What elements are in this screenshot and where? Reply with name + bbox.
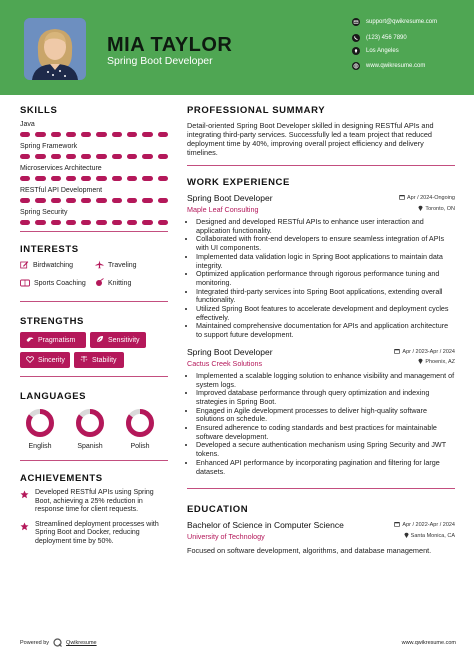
achievement-item [20, 489, 168, 515]
phone-icon [352, 34, 360, 42]
rating-dot [142, 220, 152, 225]
rating-dot [127, 132, 137, 137]
location-pin-icon [418, 358, 423, 366]
job-entry [187, 347, 455, 476]
rating-dot [127, 176, 137, 181]
rating-dot [35, 176, 45, 181]
strengths-heading: STRENGTHS [20, 316, 84, 327]
language-gauge [125, 408, 155, 438]
rating-dot [66, 176, 76, 181]
powered-by-label: Powered by [20, 640, 50, 646]
divider [187, 488, 455, 489]
contact-location [352, 47, 399, 55]
interests-list [20, 260, 168, 289]
strength-tag [74, 352, 124, 368]
interest-item [95, 278, 165, 289]
contact-phone[interactable] [352, 34, 407, 42]
contact-email[interactable] [352, 18, 437, 26]
rating-dot [158, 132, 168, 137]
skill-rating [20, 220, 168, 225]
education-location [404, 532, 455, 540]
strength-label: Sensitivity [108, 336, 140, 344]
rating-dot [81, 154, 91, 159]
rating-dot [158, 220, 168, 225]
skill-name: RESTful API Development [20, 187, 103, 194]
duty-item: • Engaged in Agile development processes to deliver high-quality software solutions on schedule. [196, 407, 455, 424]
duty-item: • Enhanced API performance by incorporating pagination and filtering for large datasets. [196, 459, 455, 476]
experience-heading: WORK EXPERIENCE [187, 177, 290, 188]
company-name: Maple Leaf Consulting [187, 205, 259, 214]
rating-dot [35, 220, 45, 225]
rating-dot [96, 220, 106, 225]
duty-item: • Designed and developed RESTful APIs to enhance user interaction and application functionality. [196, 218, 455, 235]
left-column [20, 105, 168, 552]
rating-dot [66, 154, 76, 159]
rating-dot [35, 198, 45, 203]
rating-dot [158, 176, 168, 181]
rating-dot [96, 198, 106, 203]
skill-name: Microservices Architecture [20, 165, 102, 172]
rating-dot [142, 154, 152, 159]
calendar-icon [394, 521, 400, 529]
rating-dot [112, 176, 122, 181]
job-entry [187, 193, 455, 340]
interest-label: Birdwatching [33, 262, 74, 269]
rating-dot [81, 220, 91, 225]
rating-dot [142, 132, 152, 137]
star-badge-icon [20, 490, 29, 515]
summary-heading: PROFESSIONAL SUMMARY [187, 105, 326, 116]
heart-icon [26, 356, 34, 365]
strength-tag [90, 332, 146, 348]
skill-rating [20, 154, 168, 159]
job-location [418, 358, 455, 366]
duty-item: • Ensured adherence to coding standards and best practices for maintainable software development. [196, 424, 455, 441]
rating-dot [158, 198, 168, 203]
language-item [74, 408, 106, 450]
strength-label: Pragmatism [38, 336, 76, 344]
education-location-text: Santa Monica, CA [410, 532, 455, 539]
school-name: University of Technology [187, 532, 265, 542]
profile-photo [24, 18, 86, 80]
strength-label: Stability [92, 356, 117, 364]
rating-dot [20, 198, 30, 203]
job-dates [399, 194, 455, 202]
rating-dot [51, 220, 61, 225]
duties-list [187, 218, 455, 340]
duty-item: • Maintained comprehensive documentation for APIs and application architecture to support future development. [196, 322, 455, 339]
interest-label: Knitting [108, 280, 132, 287]
skill-name: Java [20, 121, 35, 128]
achievement-text: Streamlined deployment processes with Spring Boot and Docker, reducing deployment time by 50%. [35, 520, 159, 545]
rating-dot [142, 198, 152, 203]
education-heading: EDUCATION [187, 504, 249, 516]
rating-dot [112, 198, 122, 203]
rating-dot [51, 154, 61, 159]
globe-icon [352, 62, 360, 70]
location-pin-icon [404, 532, 409, 540]
skill-rating [20, 198, 168, 203]
job-dates [394, 348, 455, 356]
brand-link[interactable]: Qwikresume [66, 640, 97, 646]
location-pin-icon [418, 205, 423, 213]
language-gauge [75, 408, 105, 438]
rating-dot [20, 154, 30, 159]
education-dates [394, 521, 455, 529]
skills-list [20, 121, 168, 225]
rating-dot [51, 132, 61, 137]
contact-location-text: Los Angeles [366, 48, 399, 54]
company-name: Cactus Creek Solutions [187, 358, 263, 368]
rating-dot [96, 132, 106, 137]
strength-tag [20, 332, 86, 348]
language-gauge [25, 408, 55, 438]
email-icon [352, 18, 360, 26]
skill-rating [20, 176, 168, 181]
rating-dot [142, 176, 152, 181]
job-title: Spring Boot Developer [187, 346, 273, 357]
language-name: Polish [130, 443, 150, 450]
interest-label: Sports Coaching [34, 280, 86, 287]
rating-dot [112, 154, 122, 159]
coach-icon [20, 279, 30, 289]
hand-icon [26, 336, 34, 345]
candidate-name: MIA TAYLOR [107, 34, 233, 56]
strength-label: Sincerity [38, 356, 65, 364]
duty-item: • Collaborated with front-end developers to ensure seamless integration of APIs with UI components. [196, 235, 455, 252]
achievement-item [20, 521, 168, 547]
rating-dot [112, 132, 122, 137]
divider [187, 165, 455, 166]
contact-website[interactable] [352, 62, 425, 70]
skills-heading: SKILLS [20, 105, 58, 116]
job-dates-text: Apr / 2023-Apr / 2024 [402, 348, 455, 355]
knitting-icon [95, 278, 104, 289]
rating-dot [35, 154, 45, 159]
duty-item: • Optimized application performance through rigorous performance tuning and monitoring. [196, 270, 455, 287]
summary-text: Detail-oriented Spring Boot Developer skilled in designing RESTful APIs and integrating third-party services. Successfully led a team project that reduced deployment time by 40%, improving overall project efficiency and delivery timelines. [187, 121, 434, 157]
divider [20, 231, 168, 232]
education-description: Focused on software development, algorithms, and database management. [187, 546, 432, 556]
rating-dot [66, 198, 76, 203]
rating-dot [66, 220, 76, 225]
job-title: Spring Boot Developer [187, 193, 273, 203]
rating-dot [81, 198, 91, 203]
interests-heading: INTERESTS [20, 244, 79, 255]
contact-website-text: www.qwikresume.com [366, 63, 426, 69]
duty-item: • Utilized Spring Boot features to accelerate development and deployment cycles effectively. [196, 305, 455, 322]
skill-name: Spring Security [20, 209, 68, 216]
balance-icon [80, 355, 88, 365]
rating-dot [81, 132, 91, 137]
language-name: English [28, 443, 52, 450]
star-badge-icon [20, 522, 29, 547]
rating-dot [81, 176, 91, 181]
rating-dot [96, 176, 106, 181]
language-name: Spanish [77, 443, 103, 450]
right-column [187, 105, 455, 563]
divider [20, 460, 168, 461]
rating-dot [35, 132, 45, 137]
rating-dot [66, 132, 76, 137]
footer [20, 637, 456, 649]
interest-label: Traveling [108, 262, 137, 269]
rating-dot [96, 154, 106, 159]
duty-item: • Improved database performance through query optimization and indexing strategies in Spring Boot. [196, 389, 455, 406]
education-dates-text: Apr / 2022-Apr / 2024 [402, 522, 455, 529]
languages-heading: LANGUAGES [20, 391, 87, 402]
languages-list [20, 408, 168, 450]
rating-dot [127, 154, 137, 159]
language-item [124, 408, 156, 450]
rating-dot [51, 198, 61, 203]
interest-item [95, 260, 165, 271]
resume-header [0, 0, 474, 95]
rating-dot [158, 154, 168, 159]
duty-item: • Implemented a scalable logging solution to enhance visibility and management of system logs. [196, 372, 455, 389]
degree: Bachelor of Science in Computer Science [187, 520, 344, 531]
strengths-list [20, 332, 168, 368]
interest-item [20, 278, 95, 289]
divider [20, 301, 168, 302]
rating-dot [127, 220, 137, 225]
powered-by [20, 638, 97, 649]
location-icon [352, 47, 360, 55]
rating-dot [20, 132, 30, 137]
skill-rating [20, 132, 168, 137]
language-item [24, 408, 56, 450]
job-location-text: Toronto, ON [425, 205, 455, 212]
pencil-icon [20, 260, 29, 271]
achievement-text: Developed RESTful APIs using Spring Boot, achieving a 25% reduction in response time for client requests. [35, 489, 154, 513]
footer-url[interactable]: www.qwikresume.com [401, 640, 456, 646]
qwikresume-logo-icon [53, 638, 62, 649]
skill-name: Spring Framework [20, 143, 78, 150]
leaf-icon [96, 335, 104, 345]
job-location [418, 205, 455, 213]
calendar-icon [399, 194, 405, 202]
duty-item: • Implemented data validation logic in Spring Boot applications to maintain data integrity. [196, 253, 455, 270]
job-dates-text: Apr / 2024-Ongoing [406, 195, 455, 201]
divider [20, 376, 168, 377]
duty-item: • Developed a secure authentication mechanism using Spring Security and JWT tokens. [196, 441, 455, 458]
rating-dot [112, 220, 122, 225]
duty-item: • Integrated third-party services into Spring Boot applications, extending overall functionality. [196, 288, 455, 305]
rating-dot [51, 176, 61, 181]
candidate-title: Spring Boot Developer [107, 55, 213, 67]
job-location-text: Phoenix, AZ [425, 359, 455, 366]
interest-item [20, 260, 95, 271]
strength-tag [20, 352, 70, 368]
rating-dot [20, 176, 30, 181]
rating-dot [20, 220, 30, 225]
achievements-heading: ACHIEVEMENTS [20, 473, 103, 484]
calendar-icon [394, 348, 400, 356]
contact-phone-text: (123) 456 7890 [366, 35, 407, 41]
contact-email-text: support@qwikresume.com [366, 19, 438, 25]
plane-icon [95, 260, 104, 271]
duties-list [187, 372, 455, 476]
rating-dot [127, 198, 137, 203]
